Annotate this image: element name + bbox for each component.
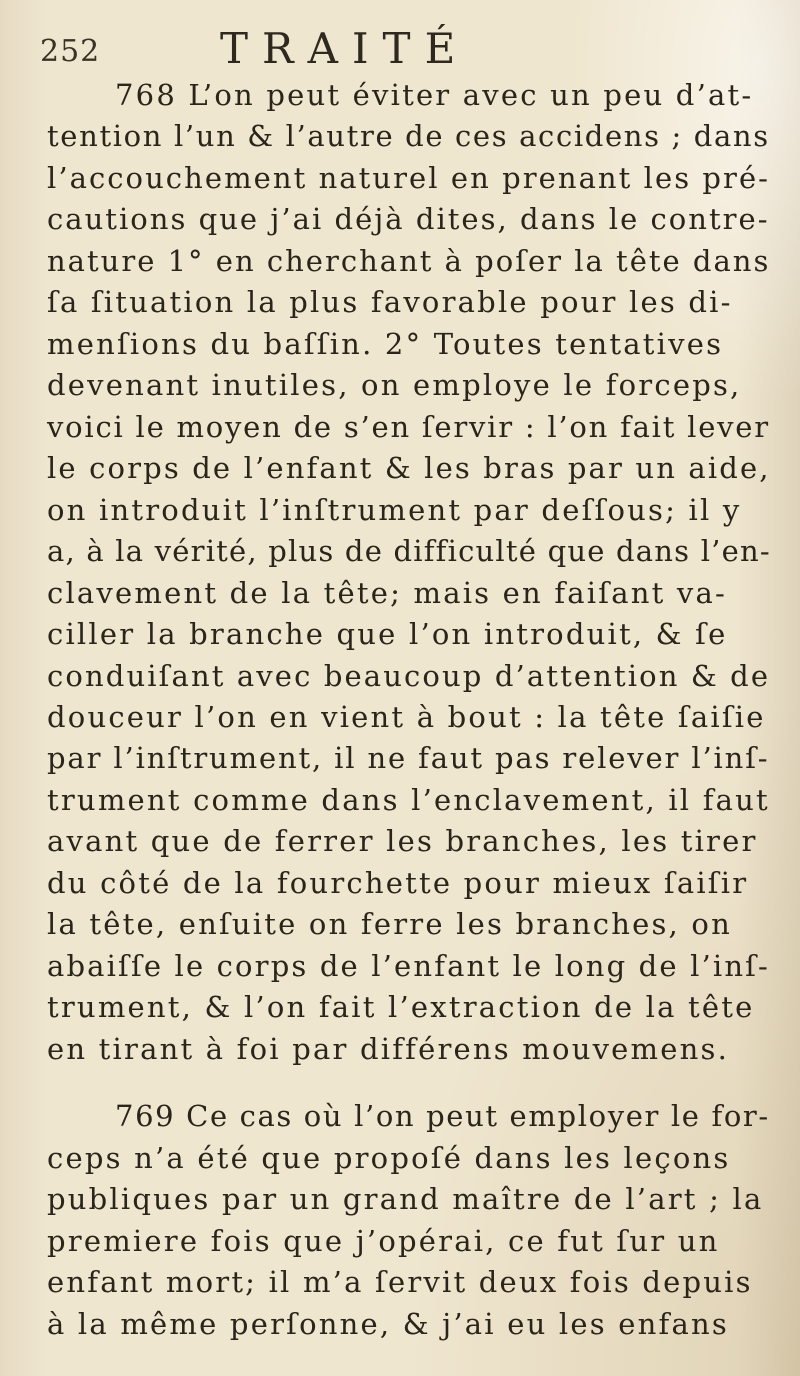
text-line: conduiſant avec beaucoup d’attention & de — [47, 658, 771, 693]
text-line: a, à la vérité, plus de difficulté que dans l’en- — [47, 534, 771, 569]
text-line: le corps de l’enfant & les bras par un aide, — [47, 451, 771, 486]
text-line: trument comme dans l’enclavement, il faut — [47, 782, 770, 817]
text-line: cautions que j’ai déjà dites, dans le contre- — [47, 202, 770, 237]
text-line: ceps n’a été que propoſé dans les leçons — [47, 1140, 731, 1175]
text-line: enfant mort; il m’a ſervit deux fois depuis — [47, 1265, 753, 1300]
text-line: à la même perſonne, & j’ai eu les enfans — [47, 1306, 729, 1341]
text-line: par l’inſtrument, il ne faut pas relever l’inſ- — [47, 741, 770, 776]
text-line: publiques par un grand maître de l’art ; la — [47, 1182, 764, 1217]
text-line: en tirant à foi par différens mouvemens. — [47, 1031, 730, 1066]
running-head — [40, 22, 600, 74]
text-line: abaiſſe le corps de l’enfant le long de l’inſ- — [47, 948, 771, 983]
text-line: devenant inutiles, on employe le forceps, — [47, 368, 742, 403]
text-line: tention l’un & l’autre de ces accidens ; dans — [47, 119, 770, 154]
page-number: 252 — [40, 34, 101, 69]
text-line: la tête, enſuite on ferre les branches, on — [47, 907, 732, 942]
text-line: douceur l’on en vient à bout : la tête ſaiſie — [47, 700, 766, 734]
text-line: l’accouchement naturel en prenant les pré- — [47, 160, 771, 195]
text-line: ſa ſituation la plus favorable pour les di- — [47, 285, 733, 320]
text-line: trument, & l’on fait l’extraction de la tête — [47, 990, 755, 1025]
text-line: voici le moyen de s’en ſervir : l’on fait lever — [47, 409, 770, 444]
text-line: on introduit l’inſtrument par deſſous; il y — [47, 492, 742, 527]
running-title: TRAITÉ — [220, 24, 470, 73]
text-line: du côté de la fourchette pour mieux ſaiſir — [47, 865, 749, 900]
text-line: premiere fois que j’opérai, ce fut ſur un — [47, 1223, 720, 1258]
text-line: avant que de ferrer les branches, les tirer — [47, 824, 758, 859]
text-line: nature 1° en cherchant à poſer la tête dans — [47, 243, 771, 278]
text-line: clavement de la tête; mais en faiſant va- — [47, 575, 727, 610]
text-line: 768 L’on peut éviter avec un peu d’at- — [115, 78, 754, 112]
text-line: ciller la branche que l’on introduit, & ſe — [47, 617, 728, 652]
text-line: menſions du baſſin. 2° Toutes tentatives — [47, 326, 724, 361]
text-line: 769 Ce cas où l’on peut employer le for- — [115, 1099, 770, 1134]
